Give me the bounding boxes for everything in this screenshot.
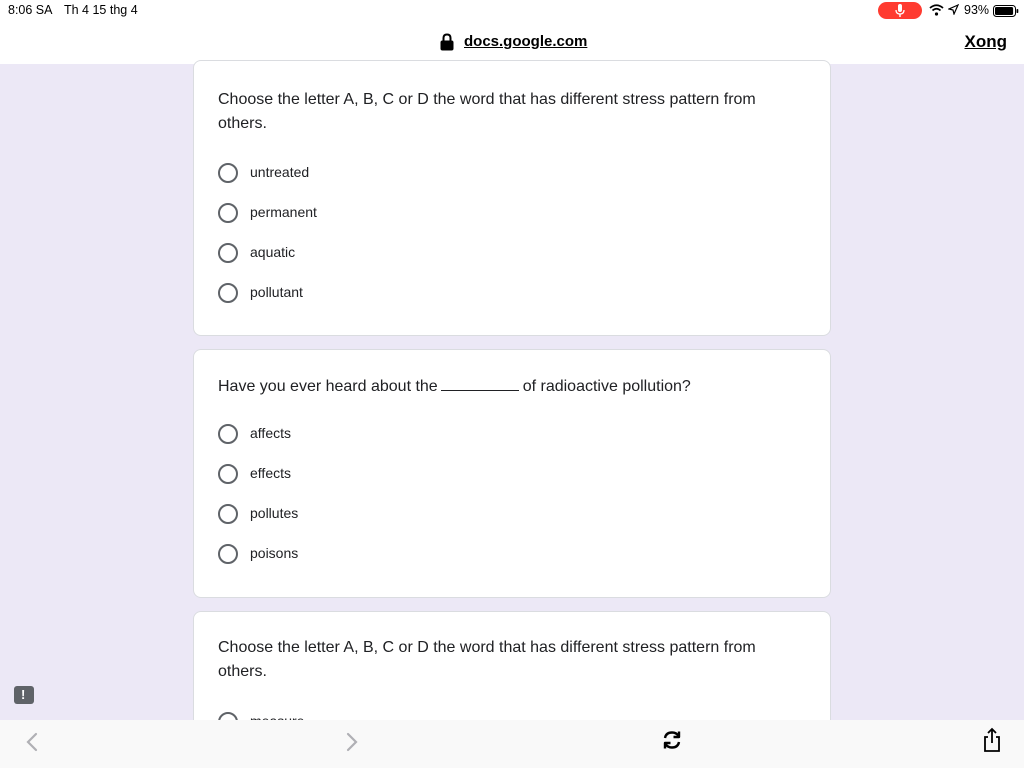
- radio-button[interactable]: [218, 163, 238, 183]
- exclamation-mark: !: [21, 687, 26, 702]
- question-card: [193, 60, 831, 336]
- radio-button[interactable]: [218, 544, 238, 564]
- question-text: [218, 374, 798, 399]
- radio-button[interactable]: [218, 424, 238, 444]
- radio-button[interactable]: [218, 243, 238, 263]
- option-label: poisons: [250, 545, 299, 561]
- location-arrow-icon: [948, 4, 959, 15]
- reload-icon[interactable]: [661, 729, 683, 751]
- lock-icon: [440, 33, 454, 51]
- forward-arrow-icon[interactable]: [344, 730, 360, 754]
- bottom-toolbar: [0, 720, 1024, 768]
- radio-button[interactable]: [218, 504, 238, 524]
- report-problem-icon[interactable]: [14, 686, 34, 704]
- microphone-icon: [895, 4, 905, 17]
- share-icon[interactable]: [982, 727, 1002, 753]
- battery-icon: [993, 5, 1019, 17]
- radio-button[interactable]: [218, 283, 238, 303]
- done-button[interactable]: Xong: [964, 32, 1007, 51]
- option-label: affects: [250, 425, 291, 441]
- fill-in-blank: [441, 374, 519, 391]
- url-link[interactable]: docs.google.com: [464, 33, 588, 50]
- option-label: effects: [250, 465, 291, 481]
- option-label: aquatic: [250, 244, 296, 260]
- question-text: Choose the letter A, B, C or D the word that has different stress pattern from others.: [218, 639, 756, 680]
- question-text-after: of radioactive pollution?: [522, 378, 691, 395]
- option-label: untreated: [250, 164, 310, 180]
- status-date: Th 4 15 thg 4: [64, 3, 138, 17]
- status-bar: [0, 0, 1024, 22]
- back-arrow-icon[interactable]: [24, 730, 40, 754]
- option-label: pollutant: [250, 284, 303, 300]
- radio-button[interactable]: [218, 464, 238, 484]
- recording-indicator[interactable]: [878, 2, 922, 19]
- question-text: Choose the letter A, B, C or D the word that has different stress pattern from others.: [218, 91, 756, 132]
- battery-percent: 93%: [964, 3, 990, 17]
- option-label: permanent: [250, 204, 317, 220]
- wifi-icon: [929, 4, 944, 16]
- radio-button[interactable]: [218, 203, 238, 223]
- question-text-before: Have you ever heard about the: [218, 378, 438, 395]
- address-bar: [0, 22, 1024, 64]
- question-card: [193, 349, 831, 598]
- status-time: 8:06 SA: [8, 3, 53, 17]
- option-label: pollutes: [250, 505, 299, 521]
